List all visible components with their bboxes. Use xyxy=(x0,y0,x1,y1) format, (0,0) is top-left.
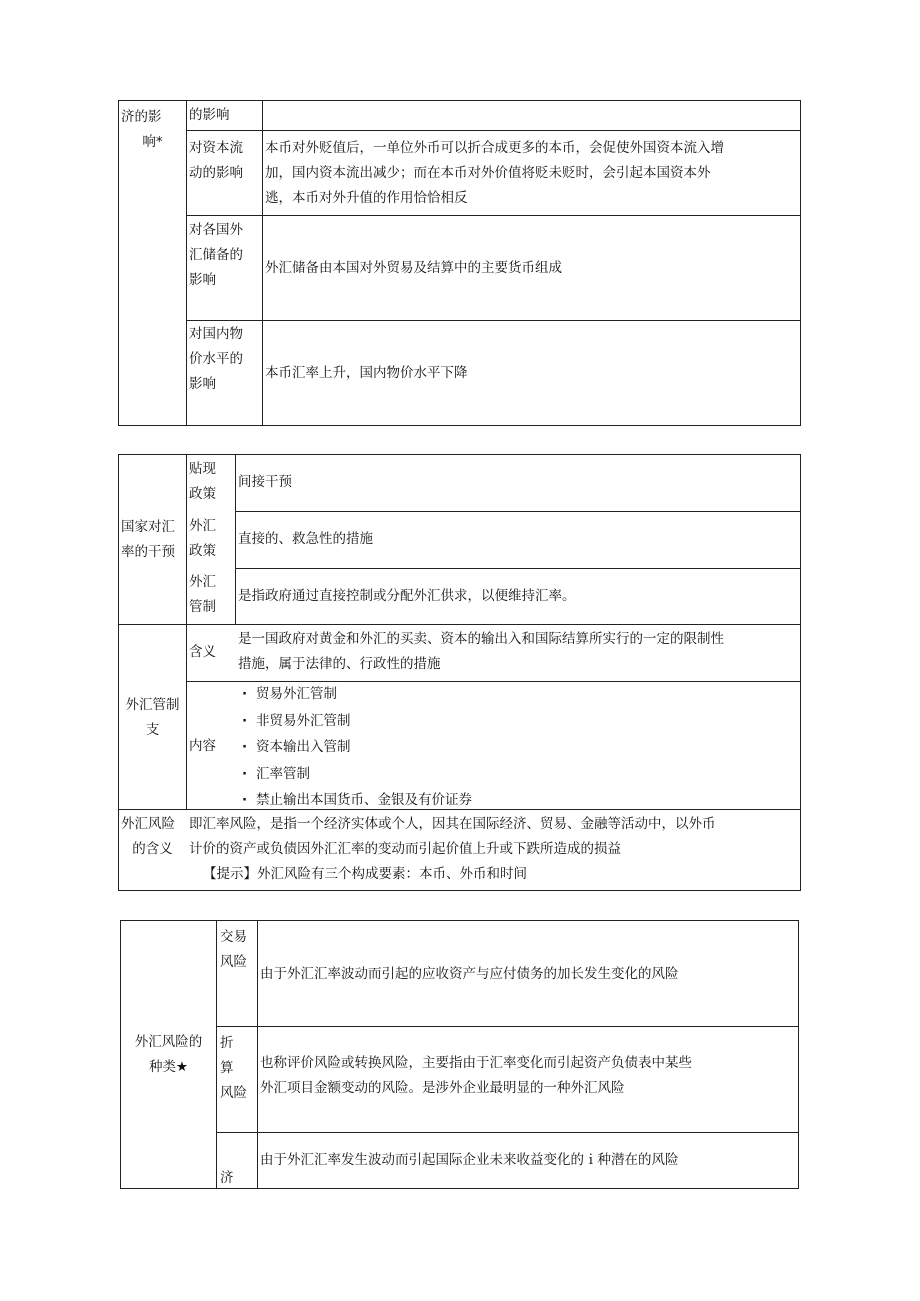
economic-risk-label: 济 xyxy=(220,1170,234,1186)
table-intervention-control xyxy=(118,454,801,891)
risk-tip: 【提示】外汇风险有三个构成要素：本币、外币和时间 xyxy=(203,866,527,882)
price-level-text: 本币汇率上升，国内物价水平下降 xyxy=(265,365,468,381)
list-item: · 非贸易外汇管制 xyxy=(238,708,798,735)
intervention-label: 国家对汇 率的干预 xyxy=(121,519,175,560)
discount-policy-label: 贴现 政策 xyxy=(189,461,216,502)
risk-definition-text: 即汇率风险，是指一个经济实体或个人，因其在国际经济、贸易、金融等活动中，以外币 计价的资产或负债因外汇汇率的变动而引起价值上升或下跌所造成的损益 【提示】外汇风险有三个构成要素：本币、外币和时间 xyxy=(187,812,801,887)
row-label-capital-flow: 对资本流 动的影响 xyxy=(189,140,243,181)
meaning-label: 含义 xyxy=(189,644,216,660)
content-label: 内容 xyxy=(189,738,216,754)
risk-types-label: 外汇风险的 种类★ xyxy=(134,1034,203,1075)
discount-policy-text: 间接干预 xyxy=(238,474,292,490)
fx-control-text: 是指政府通过直接控制或分配外汇供求，以便维持汇率。 xyxy=(238,588,576,604)
fx-reserve-text: 外汇储备由本国对外贸易及结算中的主要货币组成 xyxy=(265,260,562,276)
content-list xyxy=(236,681,800,814)
translation-risk-label: 折 算 风险 xyxy=(220,1035,247,1101)
table-risk-types xyxy=(120,920,799,1189)
transaction-risk-text: 由于外汇汇率波动而引起的应收资产与应付债务的加长发生变化的风险 xyxy=(260,966,679,982)
row-label-price-level: 对国内物 价水平的 影响 xyxy=(189,326,243,392)
fx-policy-label: 外汇 政策 xyxy=(189,518,216,559)
translation-risk-text: 也称评价风险或转换风险，主要指由于汇率变化而引起资产负债表中某些 外汇项目金额变动的风险。是涉外企业最明显的一种外汇风险 xyxy=(260,1055,692,1096)
table-exchange-rate-impact xyxy=(118,100,801,426)
list-item: · 贸易外汇管制 xyxy=(238,681,798,708)
fx-control-section-label: 外汇管制 支 xyxy=(125,697,180,738)
fx-control-label: 外汇 管制 xyxy=(189,574,216,615)
meaning-text: 是一国政府对黄金和外汇的买卖、资本的输出入和国际结算所实行的一定的限制性 措施，属于法律的、行政性的措施 xyxy=(238,631,724,672)
risk-definition-label: 外汇风险 的含义 xyxy=(121,816,175,857)
row-label-impact: 的影响 xyxy=(189,107,230,123)
list-item: · 资本输出入管制 xyxy=(238,734,798,761)
capital-flow-text: 本币对外贬值后，一单位外币可以折合成更多的本币，会促使外国资本流入增 加，国内资本流出减少；而在本币对外价值将贬未贬时，会引起本国资本外 逃，本币对外升值的作用恰恰相反 xyxy=(265,140,724,206)
row-label-fx-reserve: 对各国外 汇储备的 影响 xyxy=(189,222,243,288)
impact-category-label: 济的影 响* xyxy=(121,109,163,150)
fx-policy-text: 直接的、救急性的措施 xyxy=(238,531,373,547)
transaction-risk-label: 交易 风险 xyxy=(220,929,247,970)
list-item: · 汇率管制 xyxy=(238,761,798,788)
list-item: · 禁止输出本国货币、金银及有价证券 xyxy=(238,787,798,814)
economic-risk-text: 由于外汇汇率发生波动而引起国际企业未来收益变化的ｉ种潜在的风险 xyxy=(260,1152,679,1168)
